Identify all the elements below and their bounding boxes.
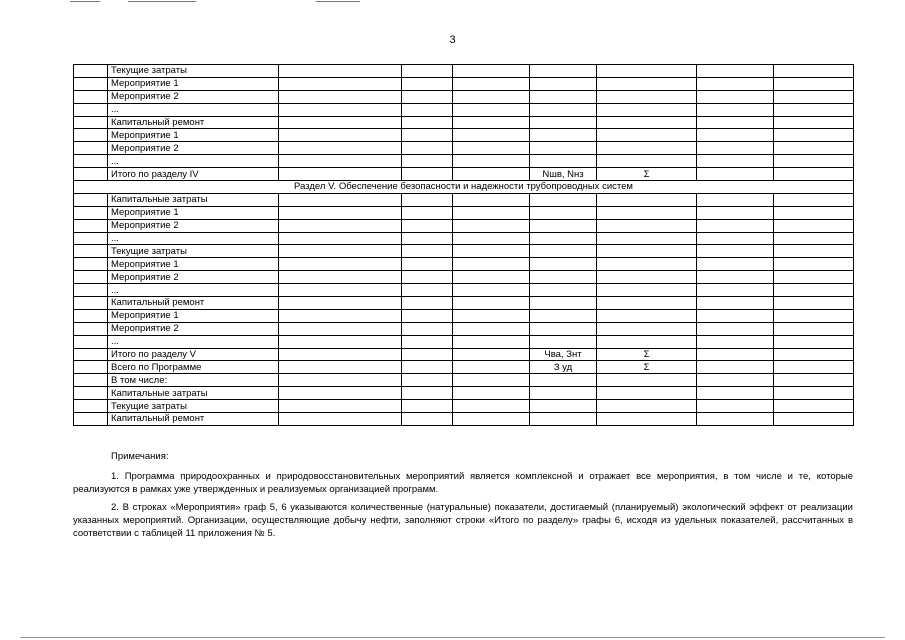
table-cell: [530, 142, 597, 155]
row-label: Капитальный ремонт: [108, 413, 279, 426]
row-label: Капитальные затраты: [108, 193, 279, 206]
table-cell: [402, 142, 453, 155]
table-cell: Nшв, Nнз: [530, 168, 597, 181]
row-label: Всего по Программе: [108, 361, 279, 374]
table-cell: [774, 374, 854, 387]
table-cell: [453, 335, 530, 348]
table-cell: [74, 348, 108, 361]
table-row: [74, 155, 854, 168]
table-cell: [402, 116, 453, 129]
table-cell: [402, 348, 453, 361]
table-row: [74, 232, 854, 245]
table-cell: [597, 206, 697, 219]
table-cell: [697, 309, 774, 322]
row-label: Капитальный ремонт: [108, 297, 279, 310]
table-cell: [279, 271, 402, 284]
table-cell: [530, 219, 597, 232]
table-cell: [402, 232, 453, 245]
table-cell: [597, 77, 697, 90]
row-label: Капитальные затраты: [108, 387, 279, 400]
table-row: [74, 374, 854, 387]
table-row: [74, 65, 854, 78]
table-cell: З уд: [530, 361, 597, 374]
table-cell: [530, 232, 597, 245]
table-cell: [279, 374, 402, 387]
row-label: Мероприятие 1: [108, 258, 279, 271]
table-cell: [453, 348, 530, 361]
table-cell: [74, 400, 108, 413]
table-cell: [530, 155, 597, 168]
table-cell: [74, 193, 108, 206]
table-cell: [74, 103, 108, 116]
table-cell: [279, 193, 402, 206]
table-row: [74, 129, 854, 142]
table-cell: [279, 129, 402, 142]
scan-artifact: [316, 1, 360, 2]
row-label: Текущие затраты: [108, 65, 279, 78]
table-cell: [697, 206, 774, 219]
table-cell: [453, 361, 530, 374]
table-cell: [402, 155, 453, 168]
row-label: Мероприятие 2: [108, 90, 279, 103]
table-cell: [453, 193, 530, 206]
row-label: Текущие затраты: [108, 245, 279, 258]
table-cell: [279, 335, 402, 348]
row-label: Мероприятие 2: [108, 271, 279, 284]
row-label: ...: [108, 232, 279, 245]
table-cell: [279, 297, 402, 310]
table-cell: [774, 103, 854, 116]
table-cell: [697, 245, 774, 258]
table-cell: [697, 103, 774, 116]
table-row: [74, 413, 854, 426]
table-cell: Чва, Знт: [530, 348, 597, 361]
row-label: Итого по разделу IV: [108, 168, 279, 181]
table-cell: [402, 129, 453, 142]
table-cell: [697, 219, 774, 232]
table-cell: [774, 90, 854, 103]
table-cell: [697, 77, 774, 90]
table-cell: [74, 271, 108, 284]
table-cell: [597, 142, 697, 155]
table-cell: [597, 400, 697, 413]
table-cell: [74, 284, 108, 297]
table-cell: [697, 232, 774, 245]
table-cell: [74, 245, 108, 258]
table-row: [74, 142, 854, 155]
table-cell: [597, 374, 697, 387]
table-cell: [597, 219, 697, 232]
table-cell: [530, 129, 597, 142]
table-cell: [402, 309, 453, 322]
table-cell: [697, 284, 774, 297]
table-cell: [697, 271, 774, 284]
table-cell: [774, 258, 854, 271]
row-label: ...: [108, 284, 279, 297]
table-cell: [530, 309, 597, 322]
table-cell: [74, 361, 108, 374]
table-cell: [402, 361, 453, 374]
note-2: 2. В строках «Мероприятия» граф 5, 6 указываются количественные (натуральные) показатели, достигаемый (планируемый) экологический эффект от реализации указанных мероприятий. Организации, осуществляющие добычу нефти, заполняют строки «Итого по разделу» графы 6, исходя из удельных показателей, рассчитанных в соответствии с таблицей 11 приложения № 5.: [73, 502, 853, 539]
scan-artifact: [128, 1, 196, 2]
table-row: [74, 284, 854, 297]
table-cell: [279, 348, 402, 361]
table-cell: [774, 168, 854, 181]
note-1: 1. Программа природоохранных и природовосстановительных мероприятий является комплексной и отражает все мероприятия, в том числе и те, которые реализуются в рамках уже утвержденных и реализуемых организацией программ.: [73, 471, 853, 495]
table-cell: [453, 65, 530, 78]
table-cell: [774, 400, 854, 413]
table-cell: [74, 374, 108, 387]
table-cell: [453, 232, 530, 245]
table-cell: [402, 297, 453, 310]
row-label: Мероприятие 1: [108, 77, 279, 90]
table-cell: [697, 193, 774, 206]
table-cell: [597, 335, 697, 348]
table-cell: [597, 103, 697, 116]
row-label: Мероприятие 1: [108, 206, 279, 219]
table-row: [74, 322, 854, 335]
table-cell: [530, 374, 597, 387]
table-cell: [774, 271, 854, 284]
table-cell: [402, 90, 453, 103]
table-cell: [774, 387, 854, 400]
table-cell: [279, 309, 402, 322]
table-row: [74, 297, 854, 310]
table-row: [74, 168, 854, 181]
table-cell: [453, 309, 530, 322]
notes-block: [73, 450, 853, 540]
table-cell: [774, 142, 854, 155]
table-cell: [597, 322, 697, 335]
table-row: [74, 90, 854, 103]
table-cell: [453, 103, 530, 116]
table-cell: [402, 284, 453, 297]
table-cell: [530, 206, 597, 219]
table-cell: [279, 361, 402, 374]
table-cell: [697, 90, 774, 103]
table-row: [74, 116, 854, 129]
table-cell: [697, 155, 774, 168]
table-cell: [697, 361, 774, 374]
table-cell: [774, 245, 854, 258]
table-cell: [453, 129, 530, 142]
table-cell: [597, 90, 697, 103]
table-cell: [774, 335, 854, 348]
table-cell: [453, 77, 530, 90]
table-cell: [774, 322, 854, 335]
table-cell: [697, 387, 774, 400]
table-cell: [530, 413, 597, 426]
table-cell: [74, 322, 108, 335]
table-cell: [774, 193, 854, 206]
table-cell: [402, 413, 453, 426]
table-cell: [74, 309, 108, 322]
notes-heading: Примечания:: [111, 451, 169, 462]
table-cell: [279, 413, 402, 426]
table-cell: [402, 335, 453, 348]
table-cell: [697, 142, 774, 155]
page-number: 3: [449, 34, 456, 46]
table-cell: [74, 129, 108, 142]
table-cell: [697, 413, 774, 426]
table-cell: [402, 271, 453, 284]
table-cell: [74, 206, 108, 219]
table-cell: [453, 400, 530, 413]
table-row: [74, 206, 854, 219]
table-cell: [530, 271, 597, 284]
table-cell: [453, 206, 530, 219]
table-cell: [279, 65, 402, 78]
table-cell: [402, 168, 453, 181]
table-cell: [597, 116, 697, 129]
table-cell: [774, 413, 854, 426]
section-row: [74, 181, 854, 194]
table-cell: [453, 142, 530, 155]
scan-artifact: [70, 1, 100, 2]
table-cell: [774, 297, 854, 310]
table-cell: [453, 322, 530, 335]
row-label: Капитальный ремонт: [108, 116, 279, 129]
table-cell: [74, 413, 108, 426]
table-cell: [774, 309, 854, 322]
table-cell: [279, 219, 402, 232]
table-cell: [279, 258, 402, 271]
table-cell: [530, 335, 597, 348]
table-cell: [530, 245, 597, 258]
table-cell: [597, 155, 697, 168]
table-cell: [453, 168, 530, 181]
table-cell: [597, 271, 697, 284]
table-cell: [453, 413, 530, 426]
table-cell: [530, 322, 597, 335]
table-cell: Σ: [597, 361, 697, 374]
table-cell: [697, 322, 774, 335]
table-cell: [530, 193, 597, 206]
row-label: Мероприятие 1: [108, 129, 279, 142]
table-cell: [597, 232, 697, 245]
table-cell: [279, 142, 402, 155]
section-title: Раздел V. Обеспечение безопасности и надежности трубопроводных систем: [74, 181, 854, 194]
table-cell: [453, 271, 530, 284]
table-cell: [402, 193, 453, 206]
table-cell: [402, 103, 453, 116]
table-cell: [279, 116, 402, 129]
row-label: ...: [108, 335, 279, 348]
table-cell: [530, 65, 597, 78]
table-cell: [402, 258, 453, 271]
table-cell: [279, 168, 402, 181]
table-cell: [530, 103, 597, 116]
table-cell: [597, 413, 697, 426]
table-cell: [453, 258, 530, 271]
table-cell: [774, 155, 854, 168]
table-cell: [279, 400, 402, 413]
row-label: Мероприятие 1: [108, 309, 279, 322]
table-cell: [453, 219, 530, 232]
table-cell: [697, 400, 774, 413]
table-cell: [402, 219, 453, 232]
row-label: Мероприятие 2: [108, 219, 279, 232]
table-cell: [774, 219, 854, 232]
table-cell: [279, 322, 402, 335]
table-cell: [402, 77, 453, 90]
table-cell: [74, 297, 108, 310]
table-cell: [697, 335, 774, 348]
table-cell: [530, 400, 597, 413]
table-cell: [279, 284, 402, 297]
table-cell: [697, 129, 774, 142]
table-cell: [697, 258, 774, 271]
table-cell: [774, 65, 854, 78]
table-cell: [402, 322, 453, 335]
row-label: В том числе:: [108, 374, 279, 387]
table-cell: [74, 387, 108, 400]
row-label: Мероприятие 2: [108, 142, 279, 155]
table-row: [74, 193, 854, 206]
table-cell: [597, 309, 697, 322]
row-label: Итого по разделу V: [108, 348, 279, 361]
table-row: [74, 103, 854, 116]
table-cell: [402, 65, 453, 78]
table-cell: [74, 168, 108, 181]
table-row: [74, 387, 854, 400]
table-cell: [774, 77, 854, 90]
table-cell: [74, 65, 108, 78]
table-cell: Σ: [597, 348, 697, 361]
table-row: [74, 271, 854, 284]
table-cell: [402, 400, 453, 413]
table-cell: [453, 387, 530, 400]
row-label: Текущие затраты: [108, 400, 279, 413]
table-row: [74, 348, 854, 361]
table-cell: [402, 374, 453, 387]
table-cell: [774, 206, 854, 219]
table-cell: [453, 116, 530, 129]
table-cell: [74, 116, 108, 129]
row-label: ...: [108, 103, 279, 116]
table-cell: [74, 90, 108, 103]
table-cell: [597, 245, 697, 258]
table-cell: [697, 168, 774, 181]
table-cell: [453, 245, 530, 258]
table-cell: [774, 116, 854, 129]
table-cell: [597, 387, 697, 400]
table-cell: [530, 77, 597, 90]
table-cell: [697, 116, 774, 129]
program-table: [73, 64, 854, 426]
table-cell: [597, 297, 697, 310]
table-cell: [697, 348, 774, 361]
table-row: [74, 258, 854, 271]
table-row: [74, 219, 854, 232]
table-cell: [774, 284, 854, 297]
table-cell: [279, 232, 402, 245]
table-cell: [597, 284, 697, 297]
table-cell: [279, 77, 402, 90]
table-cell: [453, 284, 530, 297]
table-cell: [453, 90, 530, 103]
table-cell: [279, 387, 402, 400]
table-cell: [74, 258, 108, 271]
table-cell: [597, 193, 697, 206]
table-cell: [597, 129, 697, 142]
table-cell: [697, 297, 774, 310]
table-cell: [74, 232, 108, 245]
table-cell: [530, 258, 597, 271]
table-cell: [402, 206, 453, 219]
table-row: [74, 400, 854, 413]
table-cell: [597, 65, 697, 78]
table-cell: [74, 142, 108, 155]
table-cell: [530, 387, 597, 400]
table-row: [74, 77, 854, 90]
table-cell: Σ: [597, 168, 697, 181]
table-cell: [774, 232, 854, 245]
table-cell: [530, 297, 597, 310]
table-cell: [74, 335, 108, 348]
table-row: [74, 309, 854, 322]
table-cell: [530, 284, 597, 297]
table-cell: [279, 155, 402, 168]
table-row: [74, 245, 854, 258]
table-cell: [402, 387, 453, 400]
table-cell: [530, 116, 597, 129]
table-cell: [402, 245, 453, 258]
table-cell: [453, 297, 530, 310]
table-cell: [774, 348, 854, 361]
row-label: ...: [108, 155, 279, 168]
table-cell: [279, 103, 402, 116]
table-cell: [697, 374, 774, 387]
table-cell: [74, 77, 108, 90]
table-cell: [597, 258, 697, 271]
table-cell: [74, 155, 108, 168]
table-cell: [279, 245, 402, 258]
table-cell: [530, 90, 597, 103]
table-cell: [453, 374, 530, 387]
table-cell: [774, 129, 854, 142]
table-cell: [279, 206, 402, 219]
table-cell: [697, 65, 774, 78]
table-row: [74, 361, 854, 374]
table-cell: [774, 361, 854, 374]
scan-artifact: [20, 637, 885, 638]
table-row: [74, 335, 854, 348]
row-label: Мероприятие 2: [108, 322, 279, 335]
table-cell: [74, 219, 108, 232]
table-cell: [279, 90, 402, 103]
table-cell: [453, 155, 530, 168]
